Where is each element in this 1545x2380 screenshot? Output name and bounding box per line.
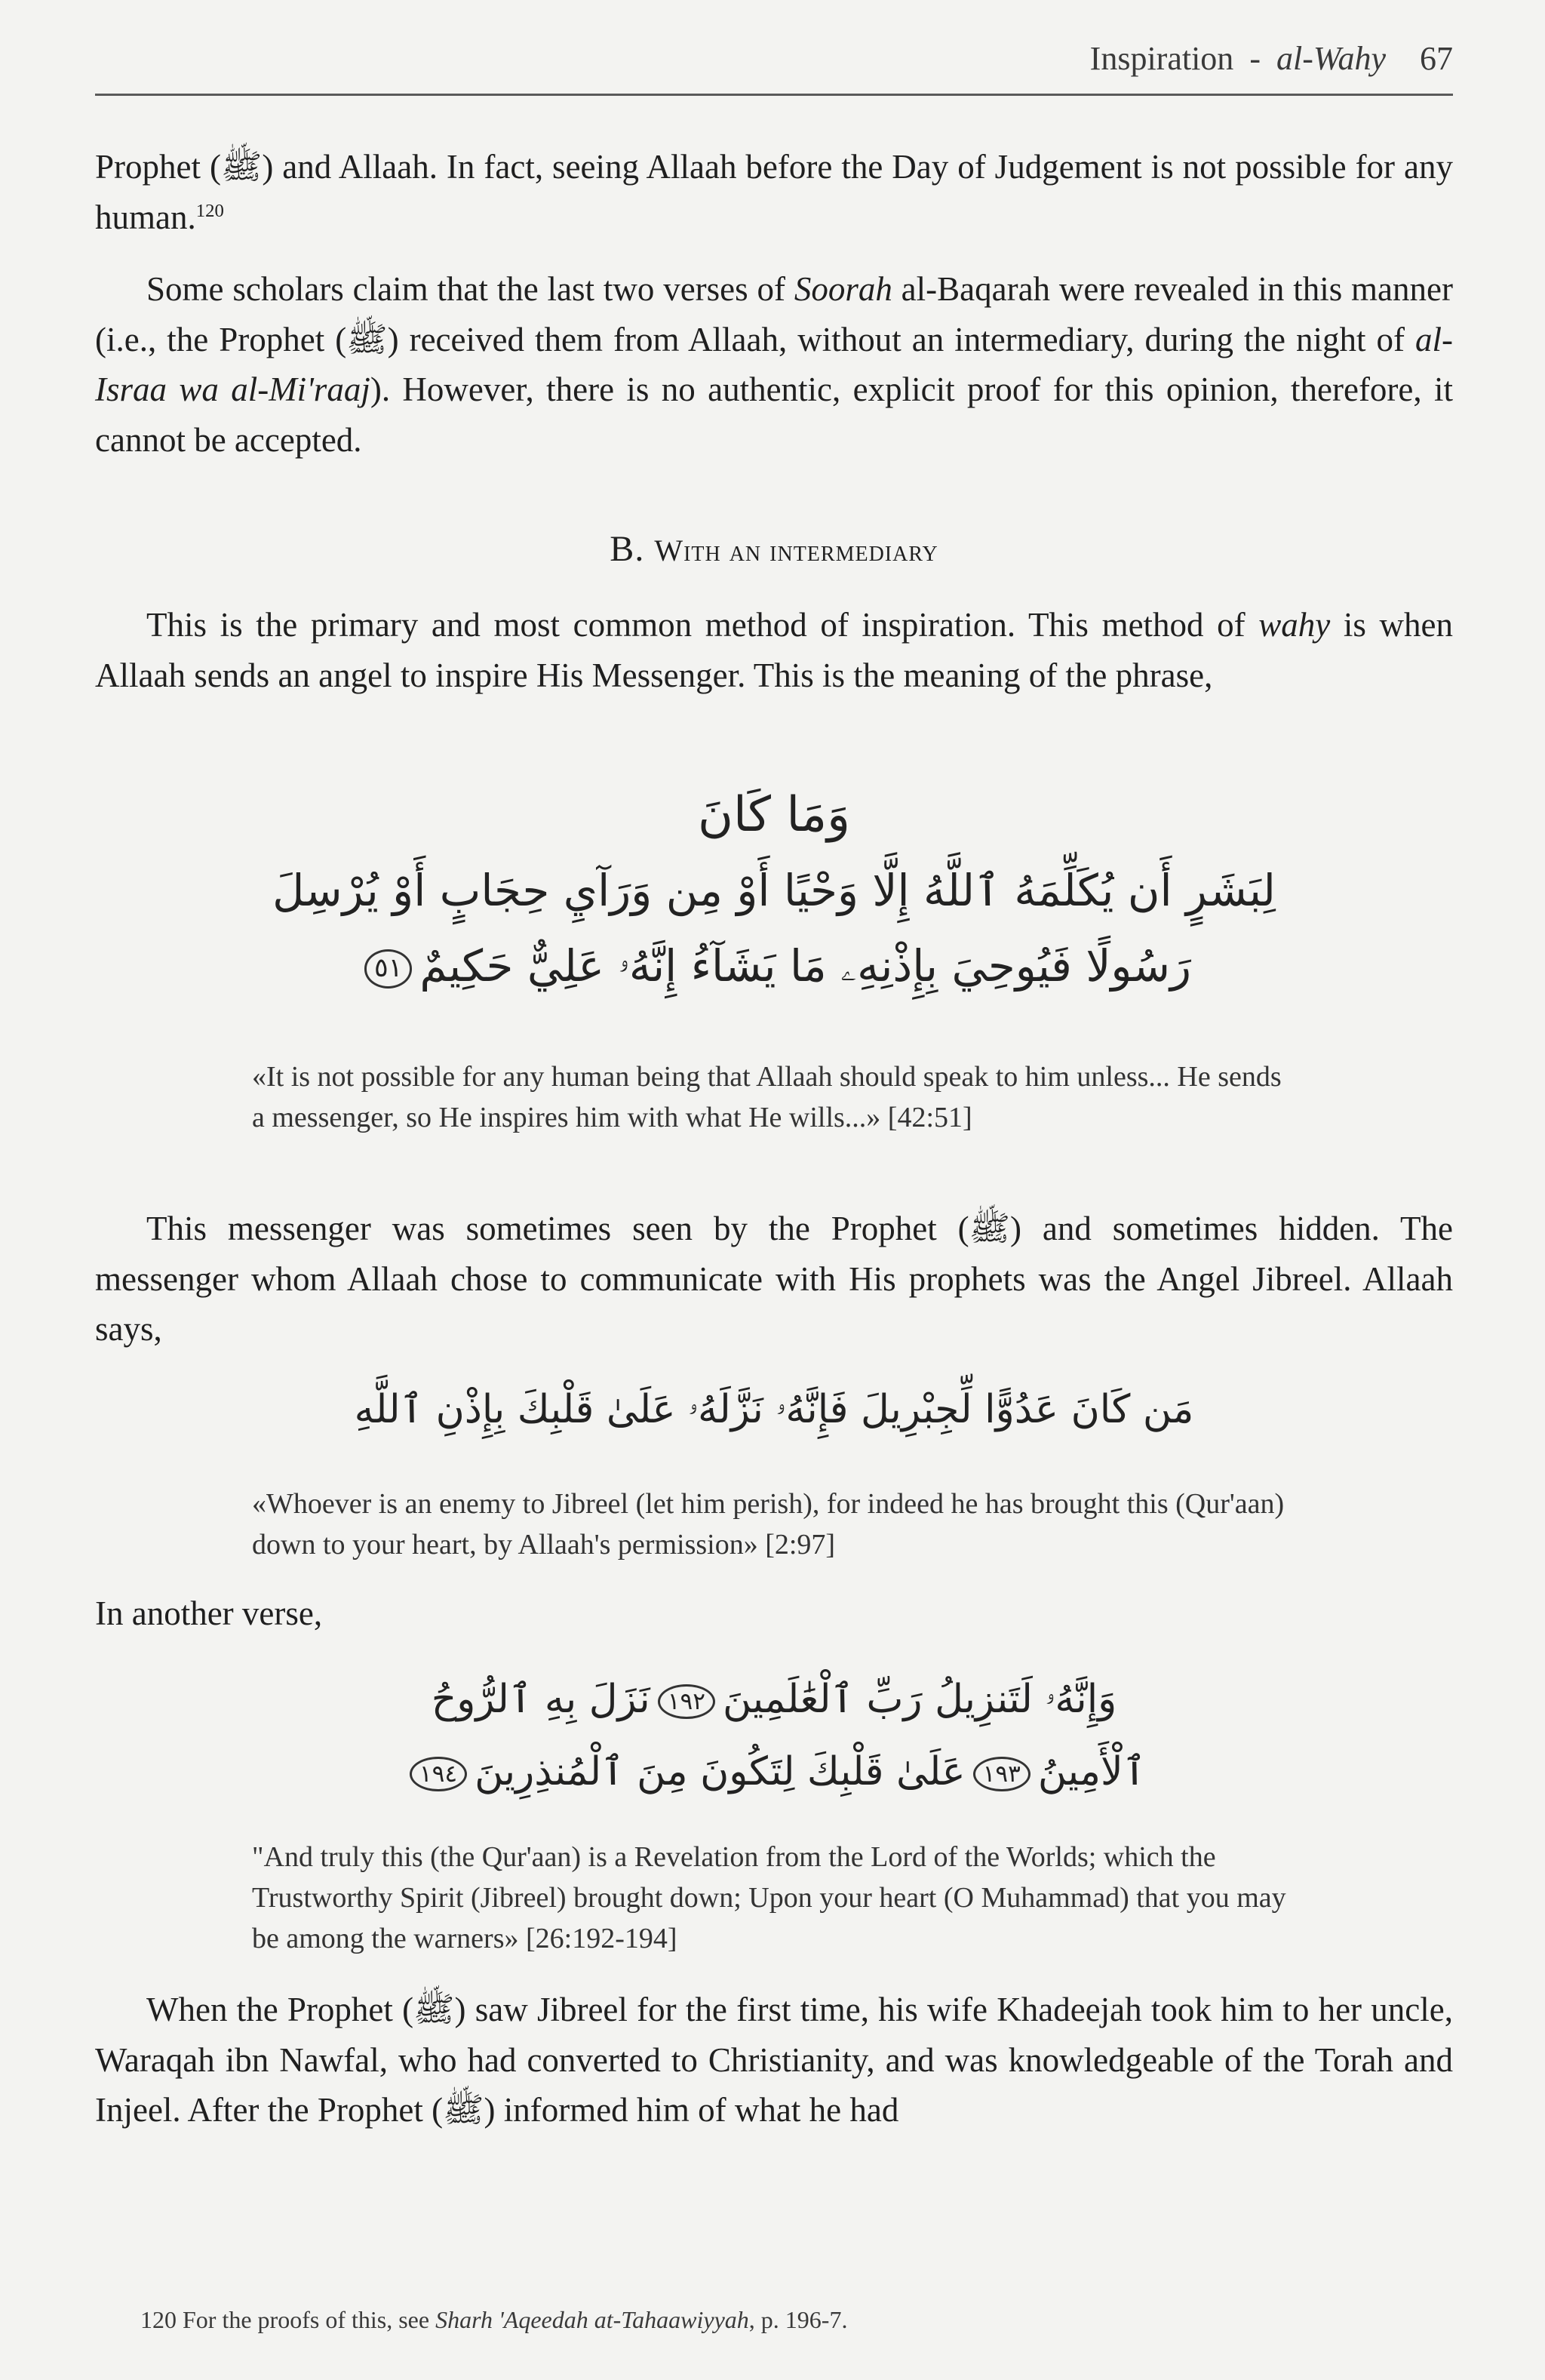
verse-1-line-3: [95, 936, 1453, 996]
ayah-number-marker: ١٩٢: [658, 1684, 715, 1720]
paragraph-1: [95, 142, 1453, 242]
verse-1-line-2: لِبَشَرٍ أَن يُكَلِّمَهُ ٱللَّهُ إِلَّا وَحْيًا أَوْ مِن وَرَآيِ حِجَابٍ أَوْ يُرْسِلَ: [272, 865, 1276, 916]
running-header: [95, 39, 1453, 92]
verse-3-line-2: [95, 1742, 1453, 1802]
verse-3-line-1b: نَزَلَ بِهِ ٱلرُّوحُ: [431, 1677, 650, 1722]
paragraph-2-part2: al-Baqarah were revealed in this manner (i.e., the Prophet (ﷺ) received them from Allaah, without an intermediary, during the night of: [95, 270, 1453, 358]
paragraph-2-part3: ). However, there is no authentic, explicit proof for this opinion, therefore, it cannot be accepted.: [95, 371, 1453, 459]
verse-1-line-1: وَمَا كَانَ: [698, 787, 850, 843]
paragraph-1-text: Prophet (ﷺ) and Allaah. In fact, seeing Allaah before the Day of Judgement is not possible for any human.: [95, 148, 1453, 236]
section-title: With an intermediary: [654, 534, 938, 567]
paragraph-3-part1: This is the primary and most common method of inspiration. This method of: [146, 606, 1259, 644]
footnote-ref[interactable]: 120: [195, 200, 224, 221]
paragraph-2: [95, 264, 1453, 465]
verse-3-line-1a: وَإِنَّهُۥ لَتَنزِيلُ رَبِّ ٱلْعَٰلَمِينَ: [723, 1677, 1117, 1722]
verse-1-line-3-text: رَسُولًا فَيُوحِيَ بِإِذْنِهِۦ مَا يَشَآءُ إِنَّهُۥ عَلِيٌّ حَكِيمٌ: [419, 940, 1191, 992]
paragraph-5: In another verse,: [95, 1594, 323, 1632]
section-letter: B.: [610, 529, 645, 569]
footnote-source: Sharh 'Aqeedah at-Tahaawiyyah: [435, 2306, 749, 2333]
footnote-text: For the proofs of this, see: [183, 2306, 436, 2333]
verse-2-line-1: مَن كَانَ عَدُوًّا لِّجِبْرِيلَ فَإِنَّهُۥ نَزَّلَهُۥ عَلَىٰ قَلْبِكَ بِإِذْنِ ٱللَّهِ: [354, 1387, 1194, 1432]
header-rule: [95, 94, 1453, 96]
term-soorah: Soorah: [794, 270, 892, 308]
verse-3-line-1: [95, 1669, 1453, 1730]
verse-3-translation: "And truly this (the Qur'aan) is a Revelation from the Lord of the Worlds; which the Trustworthy Spirit (Jibreel) brought down; Upon your heart (O Muhammad) that you may be among the warners» [26:192-194]: [252, 1841, 1286, 1954]
paragraph-3-part2: is when Allaah sends an angel to inspire His Messenger. This is the meaning of the phrase,: [95, 606, 1453, 694]
header-subtitle: al-Wahy: [1276, 40, 1386, 77]
paragraph-4: This messenger was sometimes seen by the Prophet (ﷺ) and sometimes hidden. The messenger whom Allaah chose to communicate with His prophets was the Angel Jibreel. Allaah says,: [95, 1210, 1453, 1348]
page-number: 67: [1420, 40, 1453, 77]
paragraph-3: [95, 600, 1453, 700]
paragraph-2-part1: Some scholars claim that the last two verses of: [146, 270, 794, 308]
verse-3-line-2a: ٱلْأَمِينُ: [1037, 1749, 1147, 1794]
footnote: [140, 2306, 1423, 2334]
term-wahy: wahy: [1258, 606, 1331, 644]
ayah-number-marker: ١٩٤: [410, 1757, 467, 1792]
verse-1-translation: «It is not possible for any human being that Allaah should speak to him unless... He sends a messenger, so He inspires him with what He wills...» [42:51]: [252, 1061, 1282, 1133]
verse-2-translation: «Whoever is an enemy to Jibreel (let him perish), for indeed he has brought this (Qur'aan) down to your heart, by Allaah's permission» [2:97]: [252, 1488, 1285, 1561]
verse-3-line-2b: عَلَىٰ قَلْبِكَ لِتَكُونَ مِنَ ٱلْمُنذِرِينَ: [475, 1749, 966, 1794]
header-separator: -: [1249, 40, 1261, 77]
section-heading: [95, 528, 1453, 570]
footnote-number: 120: [140, 2306, 177, 2333]
footnote-text-after: , p. 196-7.: [748, 2306, 848, 2333]
paragraph-6: When the Prophet (ﷺ) saw Jibreel for the first time, his wife Khadeejah took him to her uncle, Waraqah ibn Nawfal, who had converted to Christianity, and was knowledgeable of the Torah and Injeel. After the Prophet (ﷺ) informed him of what he had: [95, 1991, 1453, 2129]
ayah-number-marker: ١٩٣: [973, 1757, 1031, 1792]
term-israa: al-Israa wa al-Mi'raaj: [95, 320, 1453, 408]
header-title: Inspiration: [1089, 40, 1234, 77]
ayah-number-marker: ٥١: [364, 949, 412, 988]
